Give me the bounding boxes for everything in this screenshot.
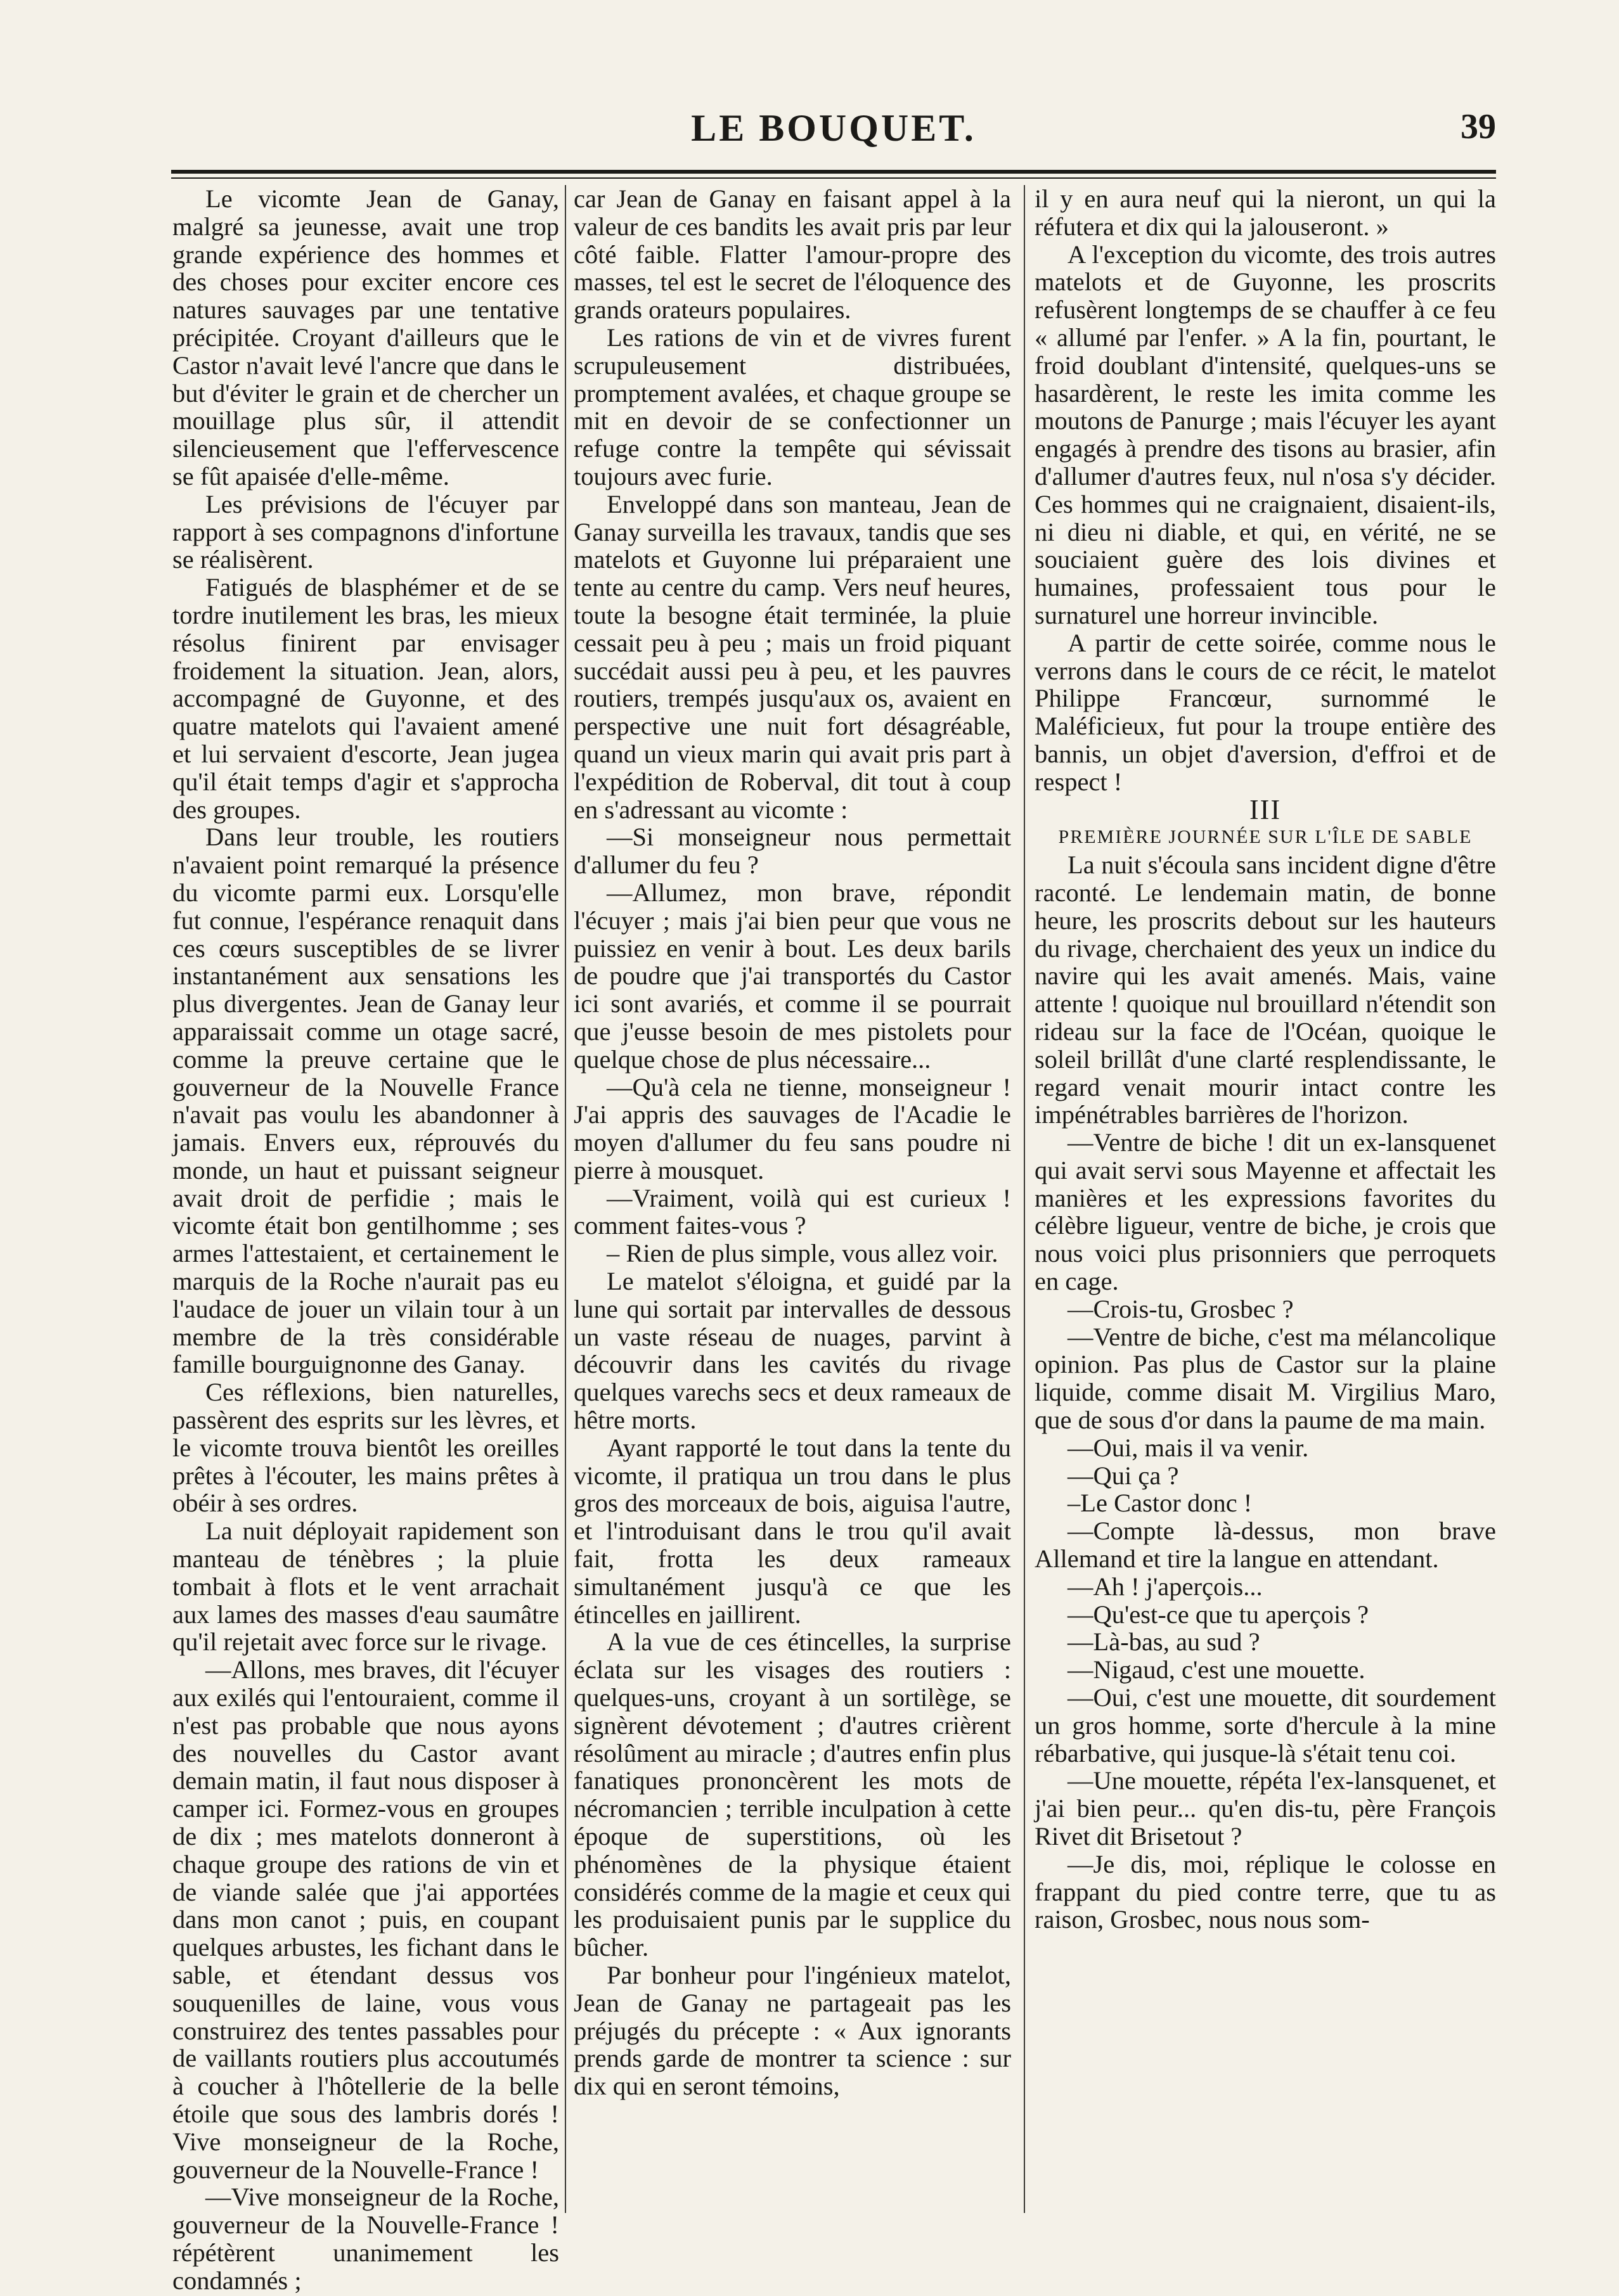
paragraph: Le vicomte Jean de Ganay, malgré sa jeunesse, avait une trop grande expérience des hommes et des choses pour exciter encore ces natures sauvages par une tentative précipitée. Croyant d'ailleurs que le Castor n'avait levé l'ancre que dans le but d'éviter le grain et de chercher un mouillage plus sûr, il attendit silencieusement que l'effervescence se fût apaisée d'elle-même. (172, 184, 559, 491)
header-rule-thin (171, 177, 1496, 179)
paragraph: —Là-bas, au sud ? (1068, 1627, 1260, 1657)
paragraph: Ayant rapporté le tout dans la tente du vicomte, il pratiqua un trou dans le plus gros des morceaux de bois, aiguisa l'autre, et l'introduisant dans le trou qu'il avait fait, frotta les deux rameaux simultanément jusqu'à ce que les étincelles en jaillirent. (574, 1433, 1011, 1629)
paragraph: A l'exception du vicomte, des trois autres matelots et de Guyonne, les proscrits refusèrent longtemps de se chauffer à ce feu « allumé par l'enfer. » A la fin, pourtant, le froid doublant d'intensité, quelques-uns se hasardèrent, le reste les imita comme les moutons de Panurge ; mais l'écuyer les ayant engagés à prendre des tisons au brasier, afin d'allumer d'autres feux, nul n'osa s'y décider. Ces hommes qui ne craignaient, disaient-ils, ni dieu ni diable, et qui, en vérité, ne se souciaient guère des lois divines et humaines, professaient tous pour le surnaturel une horreur invincible. (1035, 240, 1496, 629)
paragraph: —Je dis, moi, réplique le colosse en frappant du pied contre terre, que tu as raison, Grosbec, nous nous som- (1035, 1849, 1496, 1934)
paragraph: La nuit déployait rapidement son manteau de ténèbres ; la pluie tombait à flots et le vent arrachait aux lames des masses d'eau saumâtre qu'il rejetait avec force sur le rivage. (172, 1517, 559, 1657)
paragraph: —Allumez, mon brave, répondit l'écuyer ; mais j'ai bien peur que vous ne puissiez en venir à bout. Les deux barils de poudre que j'ai transportés du Castor ici sont avariés, et comme il se pourrait que j'eusse besoin de mes pistolets pour quelque chose de plus nécessaire... (574, 878, 1011, 1074)
paragraph: Dans leur trouble, les routiers n'avaient point remarqué la présence du vicomte parmi eux. Lorsqu'elle fut connue, l'espérance renaquit dans ces cœurs susceptibles de se livrer instantanément aux sensations les plus divergentes. Jean de Ganay leur apparaissait comme un otage sacré, comme la preuve certaine que le gouverneur de la Nouvelle France n'avait pas voulu les abandonner à jamais. Envers eux, réprouvés du monde, un haut et puissant seigneur avait droit de perfidie ; mais le vicomte était bon gentilhomme ; ses armes l'attestaient, et certainement le marquis de la Roche n'aurait pas eu l'audace de jouer un vilain tour à un membre de la très considérable famille bourguignonne des Ganay. (172, 823, 559, 1379)
paragraph: —Ah ! j'aperçois... (1068, 1572, 1263, 1601)
paragraph: —Ventre de biche ! dit un ex-lansquenet qui avait servi sous Mayenne et affectait les manières et les expressions favorites du célèbre ligueur, ventre de biche, je crois que nous voici plus prisonniers que perroquets en cage. (1035, 1128, 1496, 1296)
page-header (171, 106, 1496, 164)
paragraph: –Le Castor donc ! (1068, 1489, 1253, 1518)
paragraph: —Vraiment, voilà qui est curieux ! comment faites-vous ? (574, 1183, 1011, 1240)
paragraph: —Ventre de biche, c'est ma mélancolique opinion. Pas plus de Castor sur la plaine liquide, comme disait M. Virgilius Maro, que de sous d'or dans la paume de ma main. (1035, 1322, 1496, 1435)
paragraph: – Rien de plus simple, vous allez voir. (607, 1239, 998, 1268)
paragraph: —Oui, mais il va venir. (1068, 1433, 1309, 1462)
paragraph: Enveloppé dans son manteau, Jean de Ganay surveilla les travaux, tandis que ses matelots et Guyonne lui préparaient une tente au centre du camp. Vers neuf heures, toute la besogne était terminée, la pluie cessait peu à peu ; mais un froid piquant succédait aussi peu à peu, et les pauvres routiers, trempés jusqu'aux os, avaient en perspective une nuit fort désagréable, quand un vieux marin qui avait pris part à l'expédition de Roberval, dit tout à coup en s'adressant au vicomte : (574, 489, 1011, 824)
paragraph: —Qu'est-ce que tu aperçois ? (1068, 1600, 1369, 1629)
paragraph: —Oui, c'est une mouette, dit sourdement un gros homme, sorte d'hercule à la mine rébarbative, qui jusque-là s'était tenu coi. (1035, 1683, 1496, 1767)
paragraph: —Une mouette, répéta l'ex-lansquenet, et j'ai bien peur... qu'en dis-tu, père François Rivet dit Brisetout ? (1035, 1766, 1496, 1851)
paragraph: —Qu'à cela ne tienne, monseigneur ! J'ai appris des sauvages de l'Acadie le moyen d'allumer du feu sans poudre ni pierre à mousquet. (574, 1072, 1011, 1184)
paragraph: Le matelot s'éloigna, et guidé par la lune qui sortait par intervalles de dessous un vaste réseau de nuages, parvint à découvrir dans les cavités du rivage quelques varechs secs et deux rameaux de hêtre morts. (574, 1267, 1011, 1435)
paragraph: —Compte là-dessus, mon brave Allemand et tire la langue en attendant. (1035, 1517, 1496, 1574)
page-number: 39 (1461, 107, 1496, 146)
paragraph: —Si monseigneur nous permettait d'allumer du feu ? (574, 823, 1011, 880)
section-title: PREMIÈRE JOURNÉE SUR L'ÎLE DE SABLE (1058, 826, 1473, 848)
paragraph: —Nigaud, c'est une mouette. (1068, 1655, 1365, 1684)
section-number: III (1249, 793, 1281, 825)
column-divider (1024, 185, 1025, 2213)
paragraph: Fatigués de blasphémer et de se tordre inutilement les bras, les mieux résolus finirent par envisager froidement la situation. Jean, alors, accompagné de Guyonne, et des quatre matelots qui l'avaient amené et lui servaient d'escorte, Jean jugea qu'il était temps d'agir et s'approcha des groupes. (172, 573, 559, 824)
paragraph: A partir de cette soirée, comme nous le verrons dans le cours de ce récit, le matelot Philippe Francœur, surnommé le Maléficieux, fut pour la troupe entière des bannis, un objet d'aversion, d'effroi et de respect ! (1035, 628, 1496, 796)
text-column-2 (574, 185, 1011, 2257)
paragraph: —Allons, mes braves, dit l'écuyer aux exilés qui l'entouraient, comme il n'est pas probable que nous ayons des nouvelles du Castor avant demain matin, il faut nous disposer à camper ici. Formez-vous en groupes de dix ; mes matelots donneront à chaque groupe des rations de vin et de viande salée que j'ai apportées dans mon canot ; puis, en coupant quelques arbustes, les fichant dans le sable, et étendant dessus vos souquenilles de laine, vous vous construirez des tentes passables pour de vaillants routiers plus accoutumés à coucher à l'hôtellerie de la belle étoile que sous des lambris dorés ! Vive monseigneur de la Roche, gouverneur de la Nouvelle-France ! (172, 1655, 559, 2184)
column-divider (565, 185, 566, 2213)
paragraph: il y en aura neuf qui la nieront, un qui la réfutera et dix qui la jalouseront. » (1035, 184, 1496, 241)
text-column-1 (172, 184, 559, 2295)
paragraph: —Vive monseigneur de la Roche, gouverneur de la Nouvelle-France ! répétèrent unanimement les condamnés ; (172, 2183, 559, 2295)
paragraph: Par bonheur pour l'ingénieux matelot, Jean de Ganay ne partageait pas les préjugés du précepte : « Aux ignorants prends garde de montrer ta science : sur dix qui en seront témoins, (574, 1961, 1011, 2101)
page-title: LE BOUQUET. (691, 107, 976, 149)
paragraph: A la vue de ces étincelles, la surprise éclata sur les visages des routiers : quelques-uns, croyant à un sortilège, se signèrent dévotement ; d'autres crièrent résolûment au miracle ; d'autres enfin plus fanatiques prononcèrent les mots de nécromancien ; terrible inculpation à cette époque de superstitions, où les phénomènes de la physique étaient considérés comme de la magie et ceux qui les produisaient punis par le supplice du bûcher. (574, 1627, 1011, 1962)
header-rule-thick (171, 170, 1496, 174)
paragraph: Ces réflexions, bien naturelles, passèrent des esprits sur les lèvres, et le vicomte trouva bientôt les oreilles prêtes à l'écouter, les mains prêtes à obéir à ses ordres. (172, 1378, 559, 1518)
paragraph: —Qui ça ? (1068, 1461, 1179, 1490)
paragraph: La nuit s'écoula sans incident digne d'être raconté. Le lendemain matin, de bonne heure, les proscrits debout sur les hauteurs du rivage, cherchaient des yeux un indice du navire qui les avait amenés. Mais, vaine attente ! quoique nul brouillard n'étendit son rideau sur la face de l'Océan, quoique le soleil brillât d'une clarté resplendissante, le regard venait mourir intact contre les impénétrables barrières de l'horizon. (1035, 850, 1496, 1129)
paragraph: car Jean de Ganay en faisant appel à la valeur de ces bandits les avait pris par leur côté faible. Flatter l'amour-propre des masses, tel est le secret de l'éloquence des grands orateurs populaires. (574, 184, 1011, 324)
paragraph: Les rations de vin et de vivres furent scrupuleusement distribuées, promptement avalées, et chaque groupe se mit en devoir de se confectionner un refuge contre la tempête qui sévissait toujours avec furie. (574, 323, 1011, 491)
text-column-3 (1035, 185, 1496, 2257)
paragraph: —Crois-tu, Grosbec ? (1068, 1294, 1294, 1323)
paragraph: Les prévisions de l'écuyer par rapport à ses compagnons d'infortune se réalisèrent. (172, 489, 559, 574)
